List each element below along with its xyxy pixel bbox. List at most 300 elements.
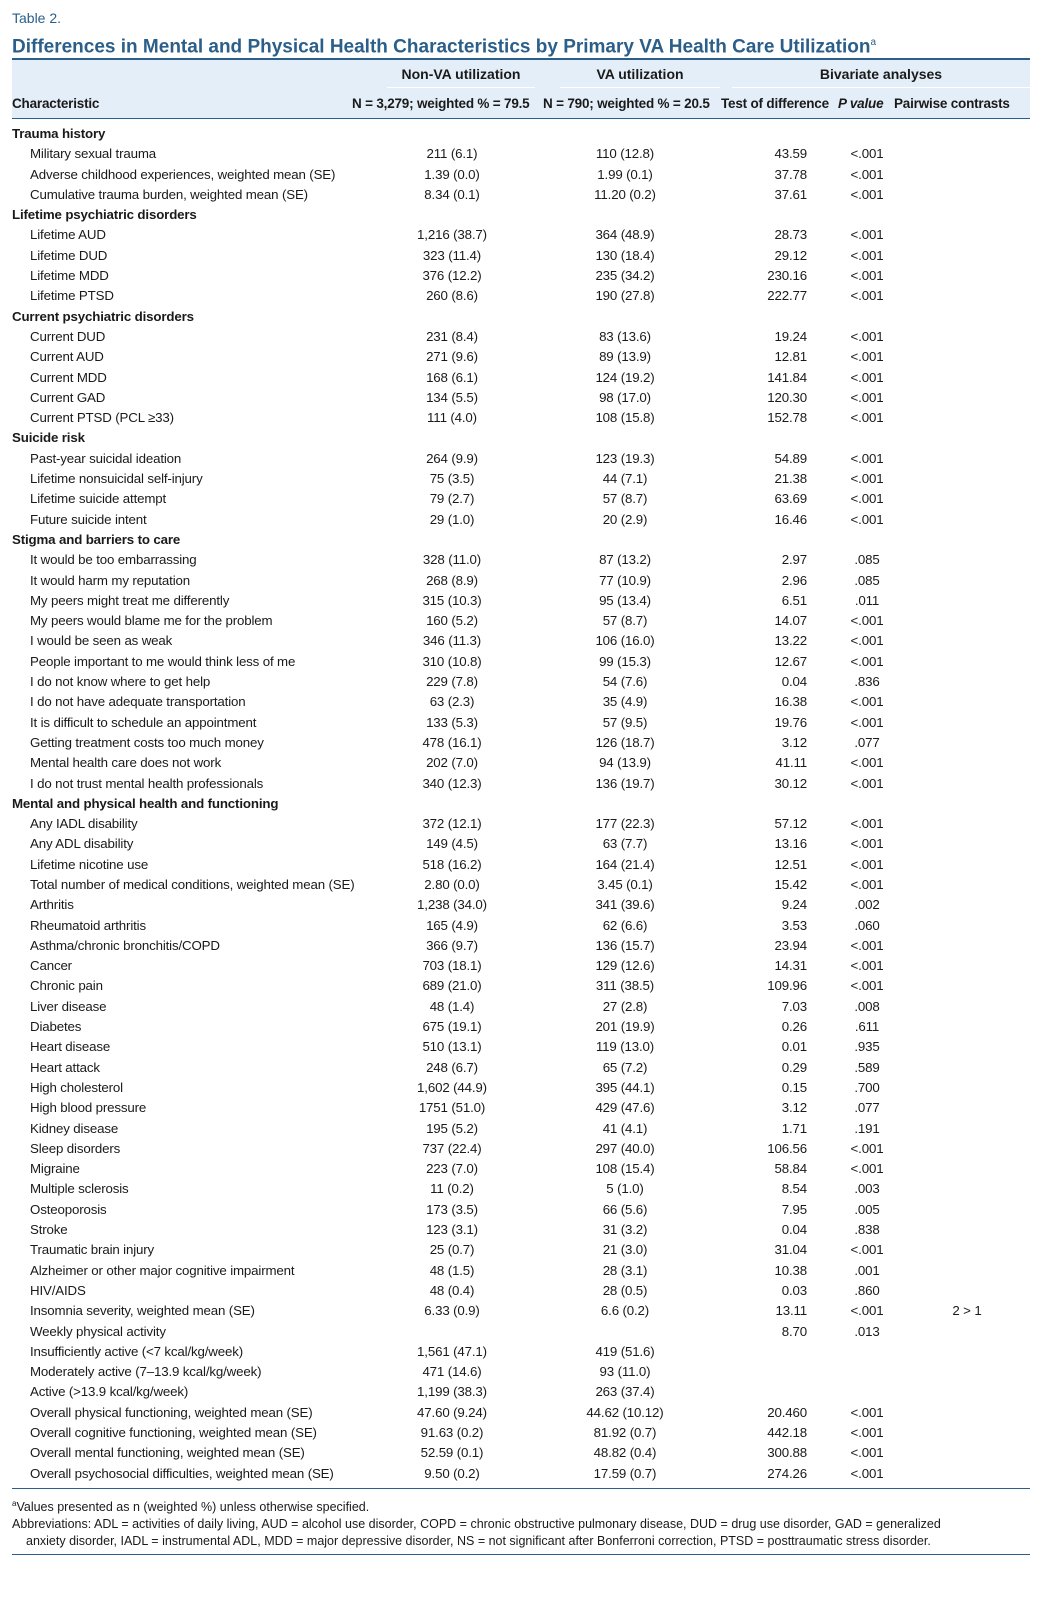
cell-test: 0.04 xyxy=(781,674,807,690)
cell-va: 27 (2.8) xyxy=(602,998,648,1014)
cell-p-value: .060 xyxy=(854,917,880,933)
cell-test: 37.61 xyxy=(774,186,807,202)
cell-test: 29.12 xyxy=(774,247,807,263)
cell-non-va: 1,216 (38.7) xyxy=(417,227,487,243)
cell-test: 20.460 xyxy=(767,1404,807,1420)
cell-non-va: 376 (12.2) xyxy=(422,268,482,284)
table-title xyxy=(12,28,1030,58)
section-row xyxy=(12,124,1030,144)
cell-va: 41 (4.1) xyxy=(602,1120,648,1136)
row-label: Lifetime PTSD xyxy=(30,288,114,304)
cell-non-va: 123 (3.1) xyxy=(426,1222,478,1238)
row-label: People important to me would think less of me xyxy=(30,653,296,669)
cell-va: 123 (19.3) xyxy=(595,450,655,466)
row-label: It is difficult to schedule an appointment xyxy=(30,714,257,730)
row-label: Cancer xyxy=(30,958,72,974)
cell-test: 21.38 xyxy=(774,471,807,487)
row-label: Getting treatment costs too much money xyxy=(30,734,264,750)
cell-p-value: .002 xyxy=(854,897,880,913)
cell-p-value: .860 xyxy=(854,1282,880,1298)
cell-va: 83 (13.6) xyxy=(599,328,651,344)
row-label: I would be seen as weak xyxy=(30,633,173,649)
cell-va: 17.59 (0.7) xyxy=(593,1465,657,1481)
cell-test: 109.96 xyxy=(767,978,807,994)
cell-non-va: 48 (0.4) xyxy=(429,1282,475,1298)
cell-va: 54 (7.6) xyxy=(602,674,648,690)
cell-test: 9.24 xyxy=(781,897,807,913)
cell-test: 442.18 xyxy=(767,1425,807,1440)
table-row xyxy=(12,692,1030,712)
table-row xyxy=(12,1058,1030,1078)
footnote-a-text: Values presented as n (weighted %) unless otherwise specified. xyxy=(16,1500,370,1515)
table-row xyxy=(12,895,1030,915)
row-label: Rheumatoid arthritis xyxy=(30,917,146,933)
footnote-bottom-rule xyxy=(12,1554,1030,1555)
cell-test: 141.84 xyxy=(767,369,807,385)
cell-test: 57.12 xyxy=(774,816,807,832)
cell-non-va: 260 (8.6) xyxy=(426,288,478,304)
cell-va: 95 (13.4) xyxy=(599,592,651,608)
cell-va: 136 (19.7) xyxy=(595,775,655,791)
cell-va: 62 (6.6) xyxy=(602,917,648,933)
cell-va: 93 (11.0) xyxy=(599,1364,651,1380)
row-label: I do not trust mental health professionals xyxy=(30,775,264,791)
cell-test: 43.59 xyxy=(774,146,807,162)
cell-test: 2.96 xyxy=(781,572,807,588)
row-label: Overall mental functioning, weighted mean (SE) xyxy=(30,1445,305,1461)
cell-non-va: 48 (1.4) xyxy=(429,998,475,1014)
row-label: Osteoporosis xyxy=(30,1201,107,1217)
table-row xyxy=(12,733,1030,753)
cell-p-value: .191 xyxy=(854,1120,880,1136)
table-row xyxy=(12,1139,1030,1159)
cell-test: 12.81 xyxy=(774,349,807,365)
cell-test: 0.01 xyxy=(781,1039,807,1055)
cell-test: 230.16 xyxy=(767,268,807,284)
table-row xyxy=(12,1382,1030,1402)
cell-test: 63.69 xyxy=(774,491,807,507)
table-row xyxy=(12,611,1030,631)
group-header-bivariate: Bivariate analyses xyxy=(819,66,943,82)
cell-p-value: <.001 xyxy=(850,1161,884,1177)
cell-p-value: <.001 xyxy=(850,775,884,791)
cell-non-va: 518 (16.2) xyxy=(422,856,482,872)
cell-non-va: 1,199 (38.3) xyxy=(417,1384,487,1400)
table-row xyxy=(12,144,1030,164)
cell-test: 58.84 xyxy=(774,1161,807,1177)
cell-test: 0.15 xyxy=(781,1079,807,1095)
cell-va: 129 (12.6) xyxy=(595,958,655,974)
cell-test: 19.24 xyxy=(774,328,807,344)
cell-p-value: .589 xyxy=(854,1059,880,1075)
row-label: Traumatic brain injury xyxy=(30,1242,155,1258)
cell-test: 13.22 xyxy=(774,633,807,649)
row-label: Liver disease xyxy=(30,998,107,1014)
cell-non-va: 111 (4.0) xyxy=(427,410,477,426)
cell-test: 10.38 xyxy=(774,1262,807,1278)
table-row xyxy=(12,327,1030,347)
cell-test: 19.76 xyxy=(774,714,807,730)
cell-test: 0.03 xyxy=(781,1282,807,1298)
row-label: My peers might treat me differently xyxy=(30,592,230,608)
cell-va: 77 (10.9) xyxy=(599,572,651,588)
group-rule-bivariate xyxy=(732,87,1030,88)
table-row xyxy=(12,1301,1030,1321)
cell-p-value: <.001 xyxy=(850,1465,884,1481)
row-label: Any ADL disability xyxy=(30,836,134,852)
cell-p-value: <.001 xyxy=(850,369,884,385)
cell-non-va: 372 (12.1) xyxy=(422,816,482,832)
cell-non-va: 268 (8.9) xyxy=(426,572,478,588)
cell-va: 311 (38.5) xyxy=(595,978,655,994)
cell-non-va: 689 (21.0) xyxy=(422,978,482,994)
cell-test: 14.31 xyxy=(774,958,807,974)
cell-p-value: .008 xyxy=(854,998,880,1014)
row-label: Overall psychosocial difficulties, weighted mean (SE) xyxy=(30,1465,334,1481)
cell-va: 3.45 (0.1) xyxy=(597,876,653,892)
cell-va: 63 (7.7) xyxy=(602,836,648,852)
row-label: Current GAD xyxy=(30,389,106,405)
row-label: Trauma history xyxy=(12,126,106,141)
cell-non-va: 202 (7.0) xyxy=(426,755,478,771)
cell-p-value: <.001 xyxy=(850,856,884,872)
cell-non-va: 248 (6.7) xyxy=(426,1059,478,1075)
cell-test: 0.04 xyxy=(781,1222,807,1238)
col-header-non-va-n: N = 3,279; weighted % = 79.5 xyxy=(352,96,530,111)
cell-non-va: 1,602 (44.9) xyxy=(417,1079,487,1095)
cell-va: 57 (8.7) xyxy=(602,491,648,507)
cell-test: 37.78 xyxy=(774,166,807,182)
table-row xyxy=(12,1119,1030,1139)
title-footnote-marker: a xyxy=(870,37,877,48)
cell-p-value: <.001 xyxy=(850,714,884,730)
cell-va: 99 (15.3) xyxy=(599,653,651,669)
cell-p-value: .011 xyxy=(854,592,880,608)
table-row xyxy=(12,449,1030,469)
row-label: Migraine xyxy=(30,1161,80,1177)
row-label: High cholesterol xyxy=(30,1079,123,1095)
cell-p-value: <.001 xyxy=(850,166,884,182)
cell-p-value: <.001 xyxy=(850,613,884,629)
cell-non-va: 1,561 (47.1) xyxy=(417,1343,487,1359)
row-label: Current AUD xyxy=(30,349,104,365)
row-label: Suicide risk xyxy=(12,430,85,446)
row-label: Past-year suicidal ideation xyxy=(30,450,182,466)
cell-p-value: <.001 xyxy=(850,836,884,852)
cell-va: 31 (3.2) xyxy=(602,1222,648,1238)
cell-va: 119 (13.0) xyxy=(595,1039,655,1055)
cell-test: 16.46 xyxy=(774,511,807,527)
cell-non-va: 703 (18.1) xyxy=(422,958,482,974)
col-header-test: Test of difference xyxy=(721,96,829,111)
cell-non-va: 11 (0.2) xyxy=(430,1181,474,1197)
cell-va: 110 (12.8) xyxy=(595,146,655,162)
table-row xyxy=(12,185,1030,205)
table-row xyxy=(12,652,1030,672)
cell-p-value: <.001 xyxy=(850,937,884,953)
section-row xyxy=(12,794,1030,814)
row-label: Asthma/chronic bronchitis/COPD xyxy=(30,937,220,953)
cell-non-va: 229 (7.8) xyxy=(426,674,478,690)
cell-non-va: 134 (5.5) xyxy=(426,389,478,405)
table-body xyxy=(12,124,1030,1484)
cell-p-value: .838 xyxy=(854,1222,880,1238)
row-label: Lifetime nicotine use xyxy=(30,856,149,872)
cell-va: 263 (37.4) xyxy=(595,1384,655,1400)
cell-p-value: .077 xyxy=(854,734,880,750)
row-label: Lifetime MDD xyxy=(30,268,109,284)
table-row xyxy=(12,1240,1030,1260)
cell-non-va: 1.39 (0.0) xyxy=(424,166,480,182)
cell-p-value: <.001 xyxy=(850,450,884,466)
cell-non-va: 8.34 (0.1) xyxy=(424,186,480,202)
cell-p-value: <.001 xyxy=(850,1404,884,1420)
cell-test: 2.97 xyxy=(781,552,807,568)
table-row xyxy=(12,1179,1030,1199)
cell-p-value: .003 xyxy=(854,1181,880,1197)
table-row xyxy=(12,510,1030,530)
row-label: Military sexual trauma xyxy=(30,146,157,162)
table-row xyxy=(12,814,1030,834)
row-label: Kidney disease xyxy=(30,1120,119,1136)
cell-non-va: 48 (1.5) xyxy=(429,1262,475,1278)
cell-test: 30.12 xyxy=(774,775,807,791)
cell-test: 1.71 xyxy=(781,1120,807,1136)
table-page xyxy=(12,8,1030,1555)
cell-p-value: <.001 xyxy=(850,146,884,162)
table-row xyxy=(12,1220,1030,1240)
cell-va: 89 (13.9) xyxy=(599,349,651,365)
row-label: Current DUD xyxy=(30,328,106,344)
cell-p-value: .005 xyxy=(854,1201,880,1217)
cell-va: 20 (2.9) xyxy=(602,511,648,527)
cell-va: 364 (48.9) xyxy=(595,227,655,243)
row-label: Heart attack xyxy=(30,1059,100,1075)
section-row xyxy=(12,307,1030,327)
table-row xyxy=(12,834,1030,854)
cell-p-value: <.001 xyxy=(850,755,884,771)
cell-va: 94 (13.9) xyxy=(599,755,651,771)
row-label: Diabetes xyxy=(30,1019,82,1035)
cell-non-va: 231 (8.4) xyxy=(426,328,478,344)
cell-non-va: 271 (9.6) xyxy=(426,349,478,365)
table-row xyxy=(12,571,1030,591)
cell-non-va: 9.50 (0.2) xyxy=(424,1465,480,1481)
cell-non-va: 510 (13.1) xyxy=(422,1039,482,1055)
table-row xyxy=(12,855,1030,875)
cell-va: 11.20 (0.2) xyxy=(594,186,656,202)
table-row xyxy=(12,1200,1030,1220)
cell-non-va: 160 (5.2) xyxy=(426,613,478,629)
table-row xyxy=(12,591,1030,611)
cell-p-value: <.001 xyxy=(850,958,884,974)
cell-non-va: 1,238 (34.0) xyxy=(417,897,487,913)
cell-test: 300.88 xyxy=(767,1445,807,1461)
cell-test: 8.54 xyxy=(781,1181,807,1197)
cell-p-value: <.001 xyxy=(850,349,884,365)
table-row xyxy=(12,1078,1030,1098)
cell-non-va: 223 (7.0) xyxy=(426,1161,478,1177)
cell-p-value: <.001 xyxy=(850,288,884,304)
cell-p-value: <.001 xyxy=(850,511,884,527)
footnote-a-marker: a xyxy=(12,1498,17,1508)
cell-p-value: <.001 xyxy=(850,186,884,202)
cell-p-value: .611 xyxy=(854,1019,880,1035)
table-row xyxy=(12,1037,1030,1057)
row-label: Weekly physical activity xyxy=(30,1323,166,1339)
cell-non-va: 264 (9.9) xyxy=(426,450,478,466)
cell-non-va: 1751 (51.0) xyxy=(418,1100,486,1116)
row-label: Any IADL disability xyxy=(30,816,138,832)
cell-va: 341 (39.6) xyxy=(595,897,655,913)
row-label: Overall physical functioning, weighted mean (SE) xyxy=(30,1404,313,1420)
cell-test: 23.94 xyxy=(774,937,807,953)
table-row xyxy=(12,956,1030,976)
cell-va: 130 (18.4) xyxy=(595,247,655,263)
row-label: Mental and physical health and functioning xyxy=(12,795,279,811)
cell-non-va: 346 (11.3) xyxy=(422,633,482,649)
cell-non-va: 173 (3.5) xyxy=(426,1201,478,1217)
table-row xyxy=(12,165,1030,185)
table-row xyxy=(12,997,1030,1017)
section-row xyxy=(12,205,1030,225)
cell-p-value: <.001 xyxy=(850,268,884,284)
cell-va: 21 (3.0) xyxy=(602,1242,648,1258)
col-header-pairwise: Pairwise contrasts xyxy=(894,96,1010,111)
cell-p-value: <.001 xyxy=(850,876,884,892)
row-label: Lifetime DUD xyxy=(30,247,108,263)
cell-test: 3.12 xyxy=(781,734,807,750)
cell-test: 13.11 xyxy=(775,1303,807,1319)
cell-non-va: 75 (3.5) xyxy=(429,471,475,487)
row-label: Overall cognitive functioning, weighted mean (SE) xyxy=(30,1425,317,1440)
cell-non-va: 2.80 (0.0) xyxy=(424,876,480,892)
cell-p-value: <.001 xyxy=(850,816,884,832)
table-row xyxy=(12,1159,1030,1179)
cell-va: 1.99 (0.1) xyxy=(597,166,653,182)
row-label: Current MDD xyxy=(30,369,107,385)
cell-p-value: .013 xyxy=(854,1323,880,1339)
cell-test: 7.03 xyxy=(781,998,807,1014)
cell-p-value: <.001 xyxy=(850,1140,884,1156)
cell-va: 419 (51.6) xyxy=(595,1343,655,1359)
cell-va: 108 (15.8) xyxy=(595,410,655,426)
cell-va: 87 (13.2) xyxy=(599,552,651,568)
table-row xyxy=(12,408,1030,428)
cell-va: 201 (19.9) xyxy=(595,1019,655,1035)
cell-va: 48.82 (0.4) xyxy=(593,1445,657,1461)
cell-va: 65 (7.2) xyxy=(602,1059,648,1075)
cell-p-value: <.001 xyxy=(850,978,884,994)
cell-non-va: 310 (10.8) xyxy=(422,653,482,669)
cell-test: 15.42 xyxy=(774,876,807,892)
cell-test: 3.12 xyxy=(781,1100,807,1116)
row-label: Lifetime psychiatric disorders xyxy=(12,207,197,223)
row-label: Insufficiently active (<7 kcal/kg/week) xyxy=(30,1343,244,1359)
table-label: Table 2. xyxy=(12,10,62,26)
cell-test: 14.07 xyxy=(774,613,807,629)
cell-non-va: 675 (19.1) xyxy=(422,1019,482,1035)
cell-test: 3.53 xyxy=(781,917,807,933)
cell-p-value: <.001 xyxy=(850,491,884,507)
cell-va: 57 (9.5) xyxy=(602,714,648,730)
cell-p-value: .836 xyxy=(854,674,880,690)
row-label: Current PTSD (PCL ≥33) xyxy=(30,410,174,426)
row-label: High blood pressure xyxy=(30,1100,147,1116)
row-label: Sleep disorders xyxy=(30,1140,121,1156)
cell-va: 28 (0.5) xyxy=(602,1282,648,1298)
row-label: Chronic pain xyxy=(30,978,103,994)
cell-non-va: 168 (6.1) xyxy=(426,369,478,385)
table-row xyxy=(12,1362,1030,1382)
cell-test: 106.56 xyxy=(767,1140,807,1156)
cell-va: 28 (3.1) xyxy=(602,1262,648,1278)
col-header-characteristic: Characteristic xyxy=(12,96,100,111)
col-header-va-n: N = 790; weighted % = 20.5 xyxy=(543,96,710,111)
table-row xyxy=(12,1281,1030,1301)
cell-non-va: 165 (4.9) xyxy=(426,917,478,933)
cell-non-va: 91.63 (0.2) xyxy=(420,1425,484,1440)
cell-test: 41.11 xyxy=(775,755,807,771)
cell-test: 54.89 xyxy=(774,450,807,466)
table-row xyxy=(12,286,1030,306)
cell-non-va: 133 (5.3) xyxy=(426,714,478,730)
group-header-va: VA utilization xyxy=(596,66,684,82)
cell-va: 44.62 (10.12) xyxy=(586,1404,664,1420)
cell-va: 5 (1.0) xyxy=(606,1181,644,1197)
row-label: I do not have adequate transportation xyxy=(30,694,246,710)
cell-p-value: <.001 xyxy=(850,389,884,405)
cell-test: 152.78 xyxy=(767,410,807,426)
cell-non-va: 47.60 (9.24) xyxy=(417,1404,487,1420)
cell-p-value: .001 xyxy=(854,1262,880,1278)
table-row xyxy=(12,266,1030,286)
cell-va: 66 (5.6) xyxy=(602,1201,648,1217)
row-label: Heart disease xyxy=(30,1039,111,1055)
row-label: Moderately active (7–13.9 kcal/kg/week) xyxy=(30,1364,262,1380)
row-label: Cumulative trauma burden, weighted mean (SE) xyxy=(30,186,308,202)
cell-test: 274.26 xyxy=(767,1465,807,1481)
table-row xyxy=(12,1443,1030,1463)
table-row xyxy=(12,976,1030,996)
cell-p-value: <.001 xyxy=(850,653,884,669)
cell-va: 297 (40.0) xyxy=(595,1140,655,1156)
cell-test: 8.70 xyxy=(781,1323,807,1339)
cell-va: 177 (22.3) xyxy=(595,816,655,832)
row-label: Stigma and barriers to care xyxy=(12,531,181,547)
row-label: Lifetime nonsuicidal self-injury xyxy=(30,471,203,487)
cell-test: 222.77 xyxy=(767,288,807,304)
table-header xyxy=(12,58,1030,119)
table-row xyxy=(12,246,1030,266)
cell-p-value: .935 xyxy=(854,1039,880,1055)
row-label: Lifetime AUD xyxy=(30,227,106,243)
group-header-non-va: Non-VA utilization xyxy=(401,66,521,82)
table-row xyxy=(12,774,1030,794)
table-row xyxy=(12,489,1030,509)
table-title-text: Differences in Mental and Physical Health Characteristics by Primary VA Health Care Utilization xyxy=(12,36,871,58)
cell-non-va: 6.33 (0.9) xyxy=(424,1303,480,1319)
cell-p-value: <.001 xyxy=(850,227,884,243)
cell-test: 0.26 xyxy=(781,1019,807,1035)
cell-test: 12.67 xyxy=(774,653,807,669)
row-label: Alzheimer or other major cognitive impairment xyxy=(30,1262,295,1278)
row-label: Active (>13.9 kcal/kg/week) xyxy=(30,1384,189,1400)
cell-p-value: <.001 xyxy=(850,1425,884,1440)
footnote-abbreviations-1: Abbreviations: ADL = activities of daily living, AUD = alcohol use disorder, COPD = chronic obstructive pulmonary disease, DUD = drug use disorder, GAD = generalized xyxy=(12,1517,941,1532)
footnote-a xyxy=(12,1495,1030,1516)
cell-non-va: 79 (2.7) xyxy=(429,491,475,507)
